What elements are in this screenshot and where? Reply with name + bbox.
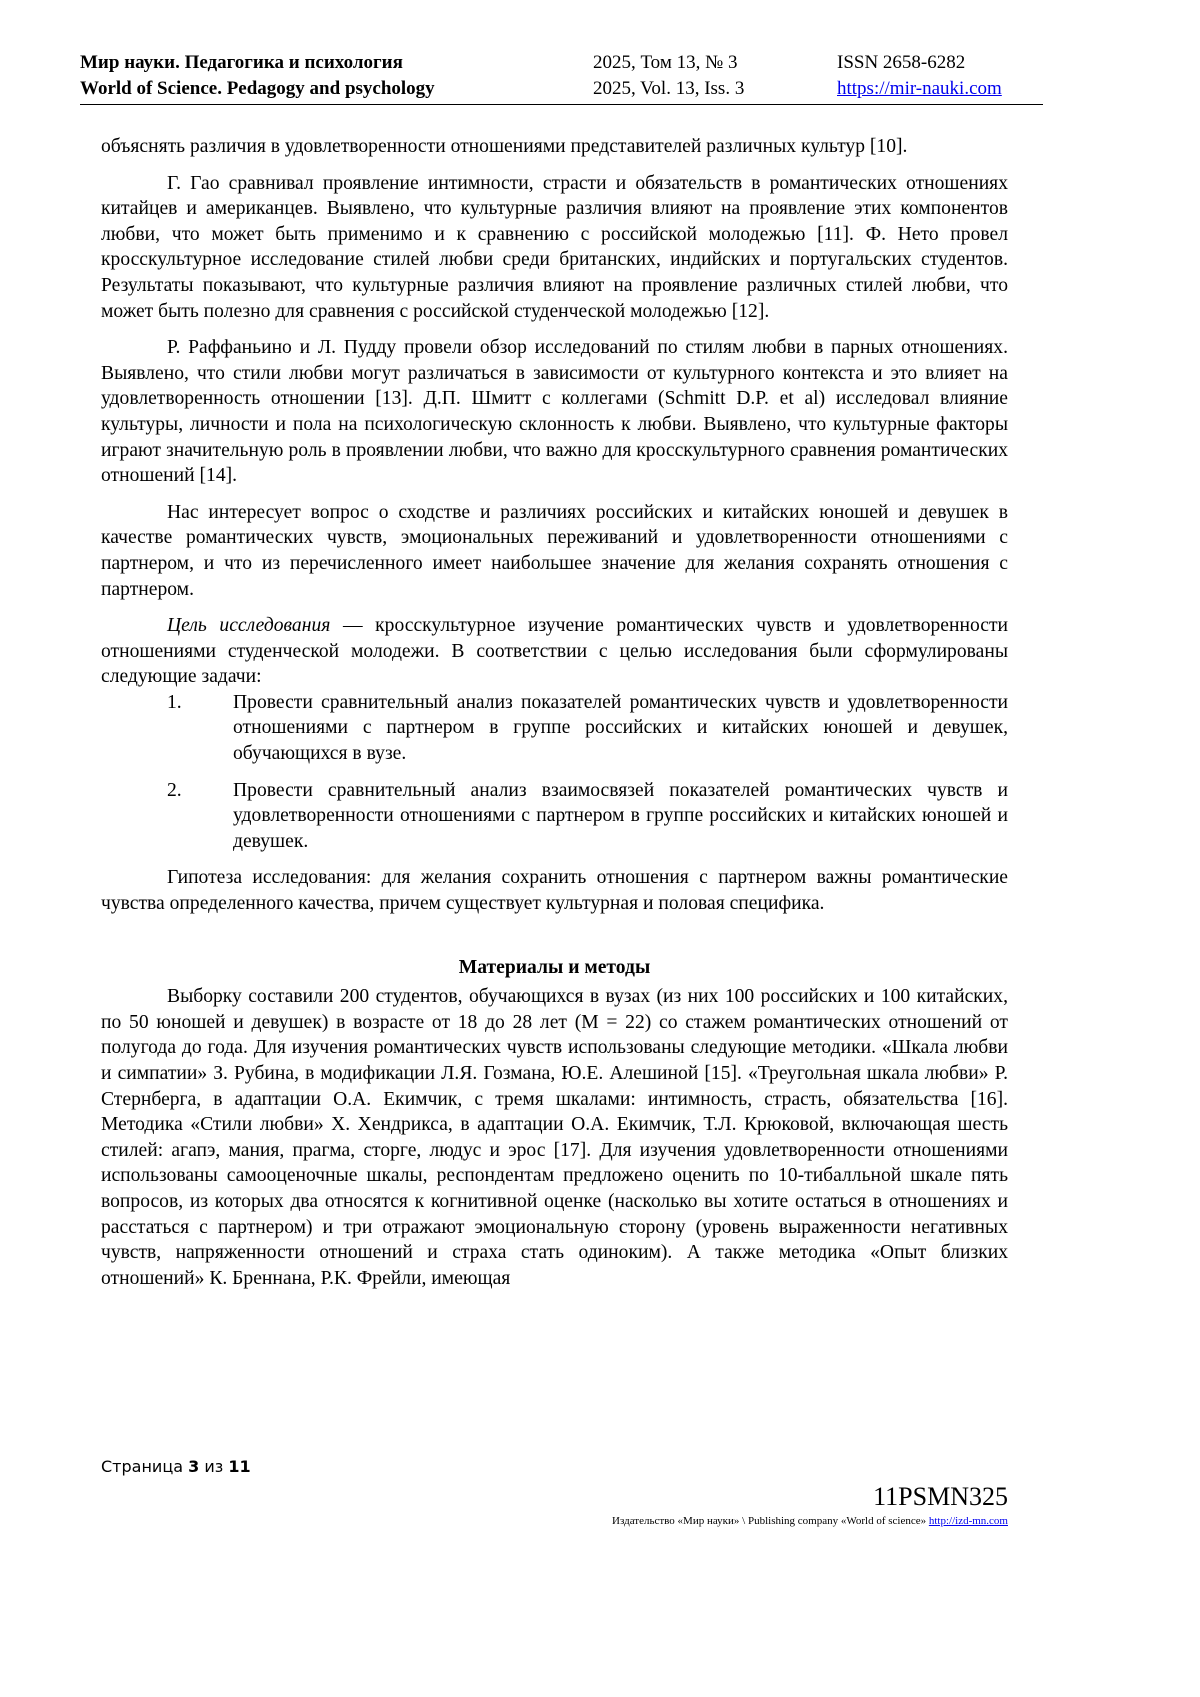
tasks-list [101,690,1008,855]
issn-number: ISSN 2658-6282 [837,52,966,73]
page-current: 3 [188,1457,200,1476]
paragraph-hypothesis: Гипотеза исследования: для желания сохранить отношения с партнером важны романтические чувства определенного качества, причем существует культурная и половая специфика. [101,867,1008,915]
publisher-text: Издательство «Мир науки» \ Publishing company «World of science» [612,1515,929,1527]
journal-title-en: World of Science. Pedagogy and psychology [80,78,435,99]
journal-header [80,50,1026,104]
issue-info [593,50,744,102]
page-middle: из [199,1457,229,1476]
publisher-link[interactable]: http://izd-mn.com [928,1515,1008,1527]
goal-text: — кросскультурное изучение романтических чувств и удовлетворенности отношениями студенческой молодежи. В соответствии с целью исследования были сформулированы следующие задачи: [101,615,1009,688]
article-body [101,134,1008,1291]
list-item-text: Провести сравнительный анализ показателей романтических чувств и удовлетворенности отношениями с партнером в группе российских и китайских юношей и девушек, обучающихся в вузе. [233,691,1008,765]
paragraph-2: Г. Гао сравнивал проявление интимности, страсти и обязательств в романтических отношениях китайцев и американцев. Выявлено, что культурные различия влияют на проявление этих компонентов любви, что может быть применимо и к сравнению с российской молодежью [11]. Ф. Нето провел кросскультурное исследование стилей любви среди британских, индийских и португальских студентов. Результаты показывают, что культурные различия влияют на проявление различных стилей любви, что может быть полезно для сравнения с российской студенческой молодежью [12]. [101,172,1008,322]
article-code: 11PSMN325 [873,1482,1008,1511]
list-item [101,778,1008,855]
list-item-number: 1. [167,691,182,713]
header-divider [80,104,1043,105]
paragraph-goal [101,613,1008,690]
goal-label: Цель исследования [167,615,331,637]
list-item-number: 2. [167,779,182,801]
paragraph-4: Нас интересует вопрос о сходстве и различиях российских и китайских юношей и девушек в качестве романтических чувств, эмоциональных переживаний и удовлетворенности отношениями с партнером, и что из перечисленного имеет наибольшее значение для желания сохранять отношения с партнером. [101,501,1008,600]
journal-url-link[interactable]: https://mir-nauki.com [837,78,1002,99]
issn-block [837,50,1002,102]
page-total: 11 [228,1457,251,1476]
paragraph-1: объяснять различия в удовлетворенности отношениями представителей различных культур [10]. [101,136,908,157]
paragraph-3: Р. Раффаньино и Л. Пудду провели обзор исследований по стилям любви в парных отношениях. Выявлено, что стили любви могут различаться в зависимости от культурного контекста и это влияет на удовлетворенность отношении [13]. Д.П. Шмитт с коллегами (Schmitt D.P. et al) исследовал влияние культуры, личности и пола на психологическую склонность к любви. Выявлено, что культурные факторы играют значительную роль в проявлении любви, что важно для кросскультурного сравнения романтических отношений [14]. [101,337,1008,487]
page-prefix: Страница [101,1457,189,1476]
list-item [101,690,1008,767]
issue-ru: 2025, Том 13, № 3 [593,52,738,73]
journal-title-ru: Мир науки. Педагогика и психология [80,52,403,73]
list-item-text: Провести сравнительный анализ взаимосвязей показателей романтических чувств и удовлетворенности отношениями с партнером в группе российских и китайских юношей и девушек. [233,779,1008,852]
issue-en: 2025, Vol. 13, Iss. 3 [593,78,745,99]
publisher-line [612,1514,1008,1528]
paragraph-methods: Выборку составили 200 студентов, обучающихся в вузах (из них 100 российских и 100 китайских, по 50 юношей и девушек) в возрасте от 18 до 28 лет (М = 22) со стажем романтических отношений от полугода до года. Для изучения романтических чувств использованы следующие методики. «Шкала любви и симпатии» З. Рубина, в модификации Л.Я. Гозмана, Ю.Е. Алешиной [15]. «Треугольная шкала любви» Р. Стернберга, в адаптации О.А. Екимчик, с тремя шкалами: интимность, страсть, обязательства [16]. Методика «Стили любви» Х. Хендрикса, в адаптации О.А. Екимчик, Т.Л. Крюковой, включающая шесть стилей: агапэ, мания, прагма, сторге, людус и эрос [17]. Для изучения удовлетворенности отношениями использованы самооценочные шкалы, респондентам предложено оценить по 10-тибалльной шкале пять вопросов, из которых два относятся к когнитивной оценке (насколько вы хотите остаться в отношениях и расстаться с партнером) и три отражают эмоциональную сторону (уровень выраженности негативных чувств, напряженности отношений и страха стать одиноким). А также методика «Опыт близких отношений» К. Бреннана, Р.К. Фрейли, имеющая [101,986,1008,1289]
page-number [101,1457,251,1476]
section-title: Материалы и методы [458,956,651,978]
journal-title [80,50,435,102]
